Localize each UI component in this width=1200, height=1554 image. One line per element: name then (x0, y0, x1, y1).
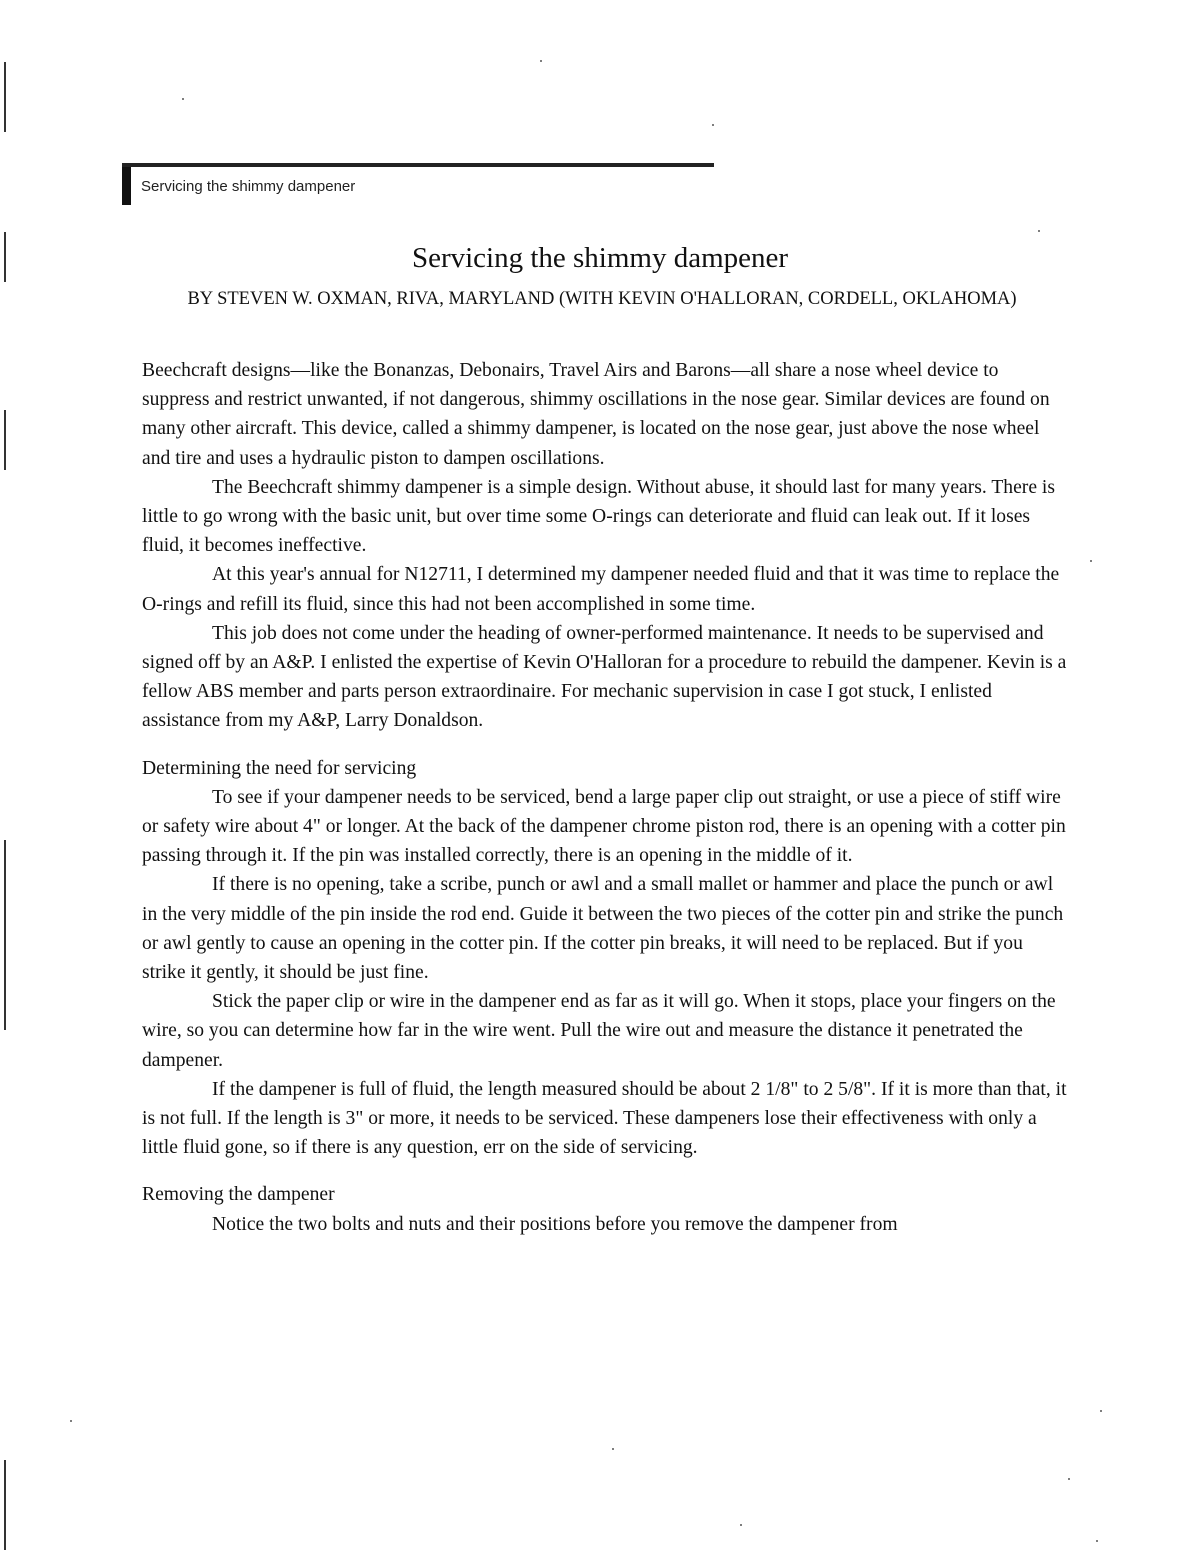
scan-speck (1090, 560, 1092, 562)
scan-speck (1100, 1410, 1102, 1412)
scan-edge-mark (4, 62, 6, 132)
body-paragraph: At this year's annual for N12711, I determined my dampener needed fluid and that it was time to replace the O-rings and refill its fluid, since this had not been accomplished in some time. (142, 564, 1060, 615)
body-paragraph: Stick the paper clip or wire in the dampener end as far as it will go. When it stops, place your fingers on the wire, so you can determine how far in the wire went. Pull the wire out and measure the distance it penetrated the dampener. (142, 991, 1056, 1071)
scan-edge-mark (4, 1460, 6, 1550)
section-heading: Removing the dampener (142, 1184, 335, 1206)
body-paragraph: The Beechcraft shimmy dampener is a simple design. Without abuse, it should last for many years. There is little to go wrong with the basic unit, but over time some O-rings can deteriorate and fluid can leak out. If it loses fluid, it becomes ineffective. (142, 476, 1055, 557)
article-body (142, 356, 1067, 1239)
scan-speck (712, 124, 714, 126)
body-paragraph: If there is no opening, take a scribe, punch or awl and a small mallet or hammer and place the punch or awl in the very middle of the pin inside the rod end. Guide it between the two pieces of the cotter pin and strike the punch or awl gently to cause an opening in the cotter pin. If the cotter pin breaks, it will need to be replaced. But if you strike it gently, it should be just fine. (142, 874, 1064, 984)
scan-speck (740, 1524, 742, 1526)
body-paragraph: If the dampener is full of fluid, the length measured should be about 2 1/8" to 2 5/8". If it is more than that, it is not full. If the length is 3" or more, it needs to be serviced. These dampeners lose their effectiveness with only a little fluid gone, so if there is any question, err on the side of servicing. (142, 1078, 1067, 1159)
header-bar (122, 167, 131, 205)
scan-speck (1038, 230, 1040, 232)
scan-speck (540, 60, 542, 62)
body-paragraph: To see if your dampener needs to be serviced, bend a large paper clip out straight, or use a piece of stiff wire or safety wire about 4" or longer. At the back of the dampener chrome piston rod, there is an opening with a cotter pin passing through it. If the pin was installed correctly, there is an opening in the middle of it. (142, 786, 1066, 867)
scan-speck (1068, 1478, 1070, 1480)
article-title: Servicing the shimmy dampener (411, 242, 789, 274)
scan-edge-mark (4, 410, 6, 470)
scan-speck (182, 98, 184, 100)
section-heading: Determining the need for servicing (142, 757, 417, 779)
body-paragraph: This job does not come under the heading of owner-performed maintenance. It needs to be supervised and signed off by an A&P. I enlisted the expertise of Kevin O'Halloran for a procedure to rebuild the dampener. Kevin is a fellow ABS member and parts person extraordinaire. For mechanic supervision in case I got stuck, I enlisted assistance from my A&P, Larry Donaldson. (142, 622, 1067, 732)
header-rule (122, 163, 714, 167)
scan-speck (1096, 1540, 1098, 1542)
body-paragraph: Beechcraft designs—like the Bonanzas, Debonairs, Travel Airs and Barons—all share a nose wheel device to suppress and restrict unwanted, if not dangerous, shimmy oscillations in the nose gear. Similar devices are found on many other aircraft. This device, called a shimmy dampener, is located on the nose gear, just above the nose wheel and tire and uses a hydraulic piston to dampen oscillations. (142, 360, 1050, 469)
scan-speck (70, 1420, 72, 1422)
article-byline: BY STEVEN W. OXMAN, RIVA, MARYLAND (WITH KEVIN O'HALLORAN, CORDELL, OKLAHOMA) (187, 289, 1017, 309)
running-header: Servicing the shimmy dampener (141, 178, 356, 195)
scan-edge-mark (4, 840, 6, 1030)
body-paragraph: Notice the two bolts and nuts and their positions before you remove the dampener from (212, 1213, 898, 1235)
scan-speck (612, 1448, 614, 1450)
